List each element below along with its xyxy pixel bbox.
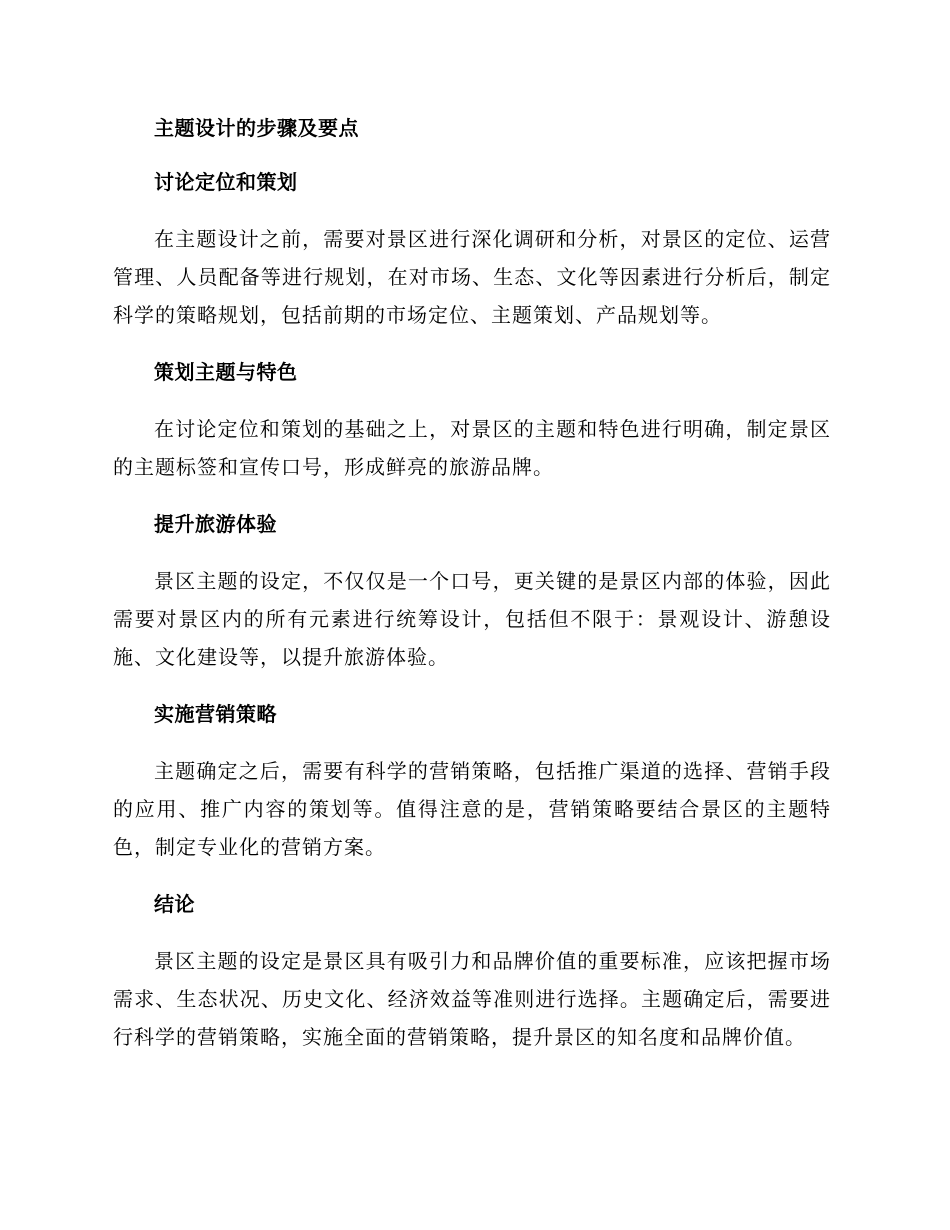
section-body-conclusion: 景区主题的设定是景区具有吸引力和品牌价值的重要标准，应该把握市场需求、生态状况、历史文化、经济效益等准则进行选择。主题确定后，需要进行科学的营销策略，实施全面的营销策略，提升景区的知名度和品牌价值。 bbox=[113, 949, 831, 1049]
section-heading-theme-features: 策划主题与特色 bbox=[154, 360, 298, 384]
section-body-marketing: 主题确定之后，需要有科学的营销策略，包括推广渠道的选择、营销手段的应用、推广内容的策划等。值得注意的是，营销策略要结合景区的主题特色，制定专业化的营销方案。 bbox=[113, 759, 831, 859]
section-body-theme-features: 在讨论定位和策划的基础之上，对景区的主题和特色进行明确，制定景区的主题标签和宣传口号，形成鲜亮的旅游品牌。 bbox=[113, 417, 831, 479]
section-body-experience: 景区主题的设定，不仅仅是一个口号，更关键的是景区内部的体验，因此需要对景区内的所有元素进行统筹设计，包括但不限于：景观设计、游憩设施、文化建设等，以提升旅游体验。 bbox=[113, 569, 831, 669]
document-page bbox=[113, 108, 831, 1074]
section-heading-marketing: 实施营销策略 bbox=[154, 702, 277, 726]
section-heading-experience: 提升旅游体验 bbox=[154, 512, 277, 536]
document-title: 主题设计的步骤及要点 bbox=[154, 116, 359, 140]
section-heading-positioning: 讨论定位和策划 bbox=[154, 170, 298, 194]
section-heading-conclusion: 结论 bbox=[154, 892, 195, 916]
section-body-positioning: 在主题设计之前，需要对景区进行深化调研和分析，对景区的定位、运营管理、人员配备等进行规划，在对市场、生态、文化等因素进行分析后，制定科学的策略规划，包括前期的市场定位、主题策划、产品规划等。 bbox=[113, 227, 831, 327]
